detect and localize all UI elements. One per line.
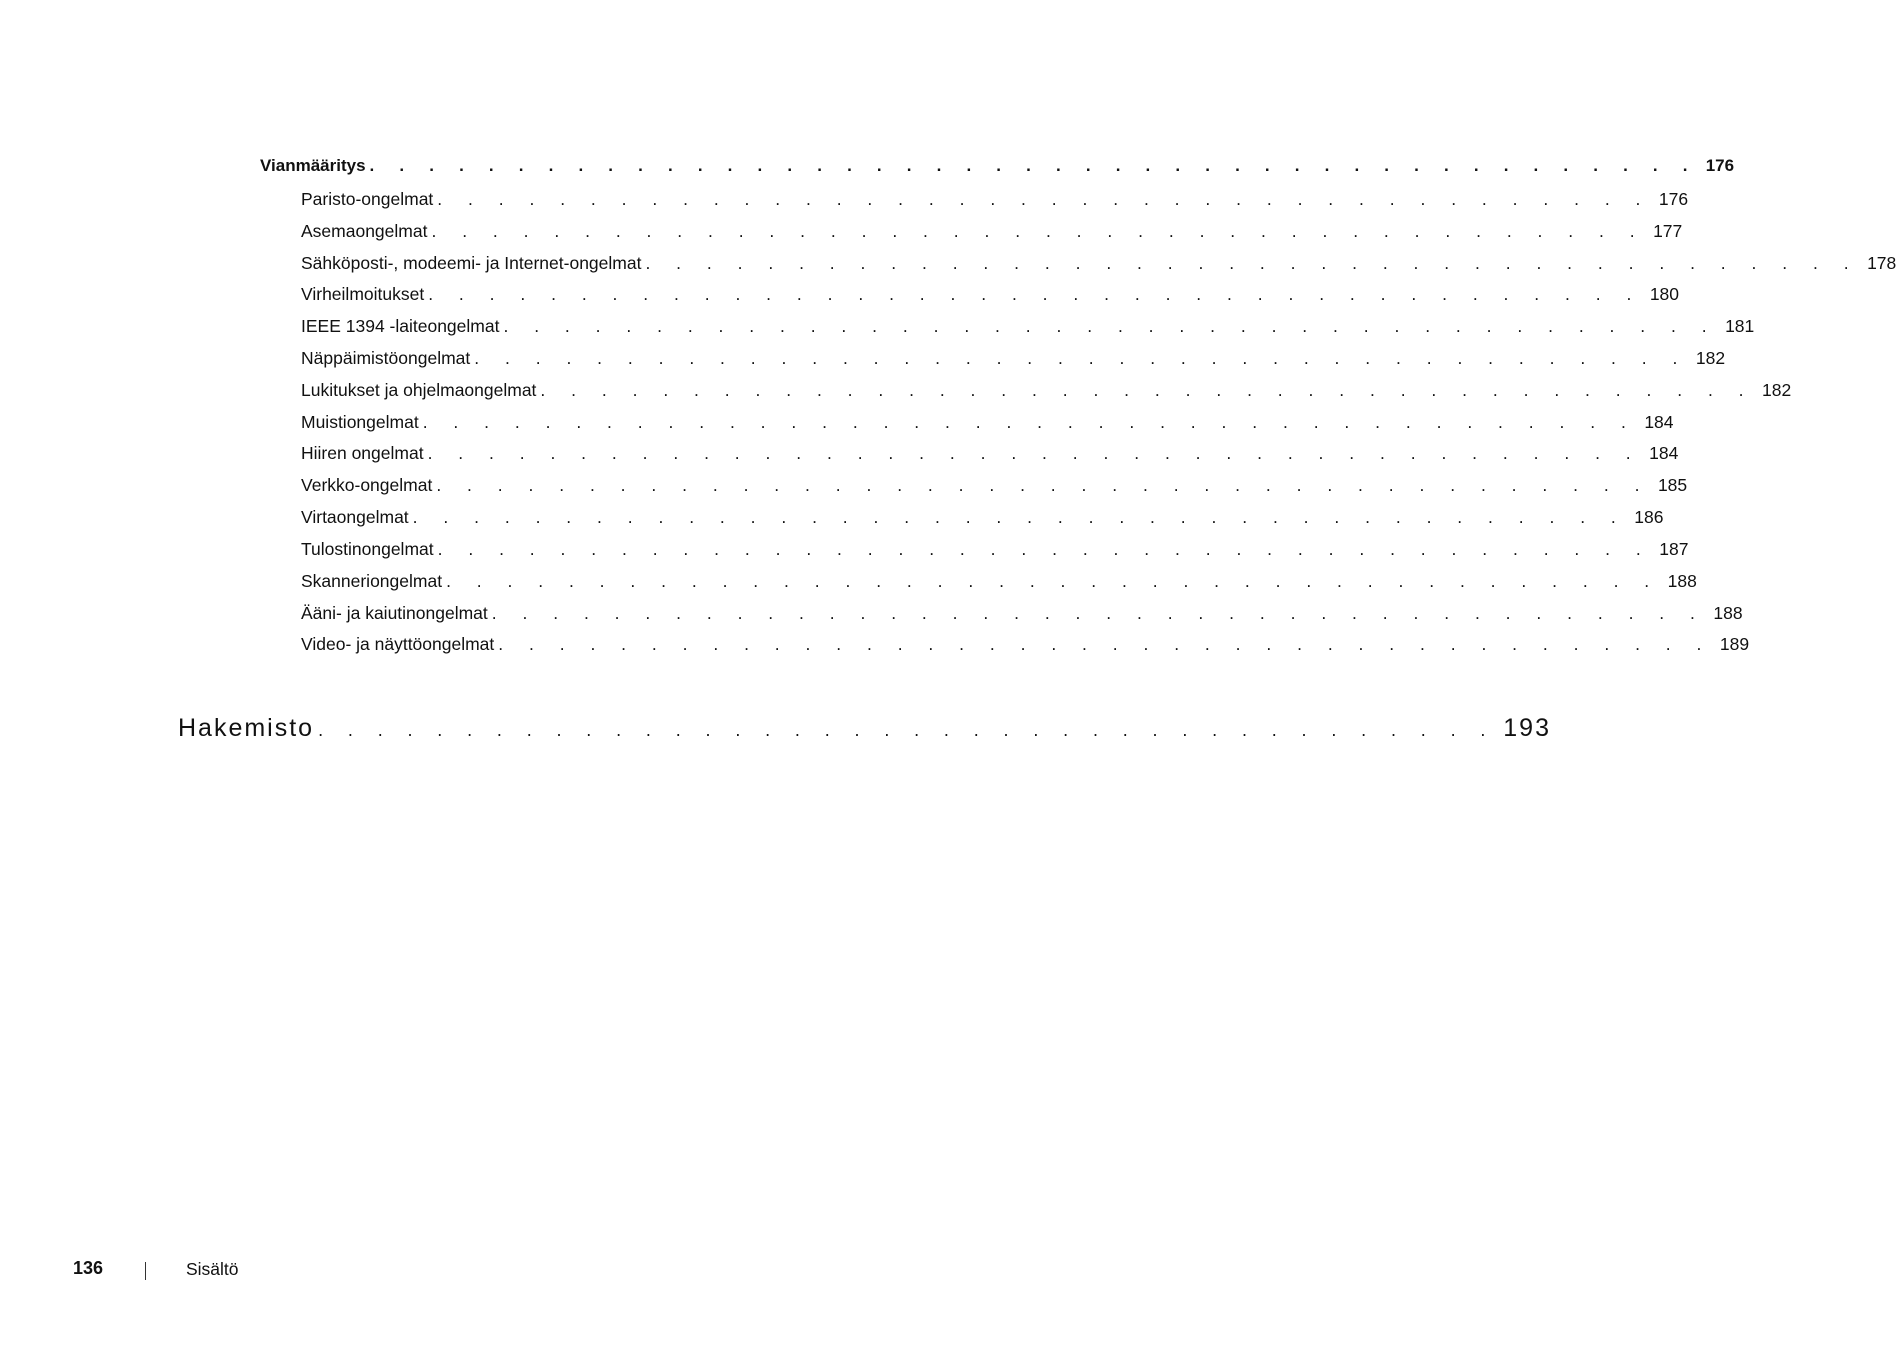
page-footer <box>0 1258 954 1286</box>
toc-entry-page: 180 <box>1649 284 1680 304</box>
footer-divider <box>145 1262 146 1280</box>
toc-entry-page: 186 <box>1634 507 1664 527</box>
toc-entry[interactable] <box>301 316 1755 340</box>
toc-entry[interactable] <box>301 253 1896 277</box>
page-number: 136 <box>73 1258 104 1278</box>
toc-entry-title: Sähköposti-, modeemi- ja Internet-ongelmat <box>301 253 642 273</box>
toc-entry-title: Ääni- ja kaiutinongelmat <box>301 603 488 623</box>
toc-entry-title: Video- ja näyttöongelmat <box>301 634 495 654</box>
toc-section-page: 176 <box>1705 156 1735 175</box>
toc-entry[interactable] <box>301 221 1683 245</box>
toc-entry-title: Paristo-ongelmat <box>301 189 434 209</box>
dot-leader: . . . . . . . . . . . . . . . . . . . . . . . . . . . . . . . . . . . . . . . . <box>498 634 1712 654</box>
toc-entry[interactable] <box>301 539 1689 563</box>
toc-entry-page: 188 <box>1713 603 1743 623</box>
toc-entry[interactable] <box>301 603 1743 627</box>
dot-leader: . . . . . . . . . . . . . . . . . . . . . . . . . . . . . . . . . . . . . . . . <box>474 348 1688 368</box>
dot-leader: . . . . . . . . . . . . . . . . . . . . . . . . . . . . . . . . . . . . . . . . <box>491 603 1706 623</box>
toc-entry-page: 185 <box>1657 475 1688 495</box>
dot-leader: . . . . . . . . . . . . . . . . . . . . . . . . . . . . . . . . . . . . . . . . <box>446 571 1660 591</box>
toc-entry-title: Tulostinongelmat <box>301 539 434 559</box>
toc-entry-title: Asemaongelmat <box>301 221 428 241</box>
dot-leader: . . . . . . . . . . . . . . . . . . . . . . . . . . . . . . . . . . . . . . . . <box>436 475 1650 495</box>
toc-entry[interactable] <box>301 284 1680 308</box>
toc-chapter-title: Hakemisto <box>178 714 315 742</box>
toc-entry-page: 177 <box>1653 221 1683 241</box>
dot-leader: . . . . . . . . . . . . . . . . . . . . . . . . . . . . . . . . . . . . . . . . <box>428 284 1642 304</box>
toc-entry-page: 176 <box>1658 189 1689 209</box>
toc-section-title: Vianmääritys <box>260 156 366 175</box>
toc-entry[interactable] <box>301 507 1664 531</box>
toc-entry[interactable] <box>301 443 1679 467</box>
footer-section-label: Sisältö <box>186 1259 239 1279</box>
toc-entry[interactable] <box>301 475 1688 499</box>
dot-leader: . . . . . . . . . . . . . . . . . . . . . . . . . . . . . . . . . . . . . . . . <box>437 539 1652 559</box>
toc-entry-page: 182 <box>1695 348 1726 368</box>
dot-leader: . . . . . . . . . . . . . . . . . . . . . . . . . . . . . . . . . . . . . . . . <box>645 253 1860 273</box>
toc-entry-page: 182 <box>1762 380 1792 400</box>
toc-entry-title: Skanneriongelmat <box>301 571 443 591</box>
toc-entry-title: Muistiongelmat <box>301 412 419 432</box>
dot-leader: . . . . . . . . . . . . . . . . . . . . . . . . . . . . . . . . . . . . . . . . <box>431 221 1646 241</box>
dot-leader: . . . . . . . . . . . . . . . . . . . . . . . . . . . . . . . . . . . . . . . . <box>437 189 1651 209</box>
dot-leader: . . . . . . . . . . . . . . . . . . . . . . . . . . . . . . . . . . . . . . . . <box>422 412 1637 432</box>
dot-leader: . . . . . . . . . . . . . . . . . . . . . . . . . . . . . . . . . . . . . . . . <box>540 380 1755 400</box>
toc-entry-page: 187 <box>1659 539 1689 559</box>
toc-chapter-page: 193 <box>1503 714 1551 742</box>
toc-entry[interactable] <box>301 348 1726 372</box>
toc-entry-title: Virheilmoitukset <box>301 284 425 304</box>
dot-leader: . . . . . . . . . . . . . . . . . . . . . . . . . . . . . . . . . . . . . . . . <box>318 720 1496 740</box>
toc-entry-page: 188 <box>1667 571 1697 591</box>
toc-entry[interactable] <box>301 571 1697 595</box>
toc-entry-page: 184 <box>1649 443 1679 463</box>
toc-entry[interactable] <box>301 412 1674 436</box>
toc-entry-page: 184 <box>1644 412 1674 432</box>
toc-entry-page: 178 <box>1867 253 1896 273</box>
toc-entry[interactable] <box>301 634 1750 658</box>
toc-entry-title: Virtaongelmat <box>301 507 409 527</box>
toc-section-vianmaaritys[interactable] <box>260 156 1735 176</box>
toc-entry-title: Verkko-ongelmat <box>301 475 433 495</box>
dot-leader: . . . . . . . . . . . . . . . . . . . . . . . . . . . . . . . . . . . . . . . . <box>503 316 1718 336</box>
toc-entry-title: IEEE 1394 -laiteongelmat <box>301 316 500 336</box>
toc-entry-title: Näppäimistöongelmat <box>301 348 471 368</box>
dot-leader: . . . . . . . . . . . . . . . . . . . . . . . . . . . . . . . . . . . . . . . . <box>427 443 1642 463</box>
toc-entry-page: 181 <box>1725 316 1755 336</box>
toc-entry-title: Lukitukset ja ohjelmaongelmat <box>301 380 537 400</box>
toc-entry-title: Hiiren ongelmat <box>301 443 424 463</box>
toc-chapter-hakemisto[interactable] <box>178 714 1551 743</box>
dot-leader: . . . . . . . . . . . . . . . . . . . . . . . . . . . . . . . . . . . . . . . . <box>412 507 1627 527</box>
toc-entry-page: 189 <box>1719 634 1750 654</box>
dot-leader: . . . . . . . . . . . . . . . . . . . . . . . . . . . . . . . . . . . . . . . . . . . . . <box>369 156 1698 175</box>
toc-entry[interactable] <box>301 380 1792 404</box>
toc-entry[interactable] <box>301 189 1689 213</box>
